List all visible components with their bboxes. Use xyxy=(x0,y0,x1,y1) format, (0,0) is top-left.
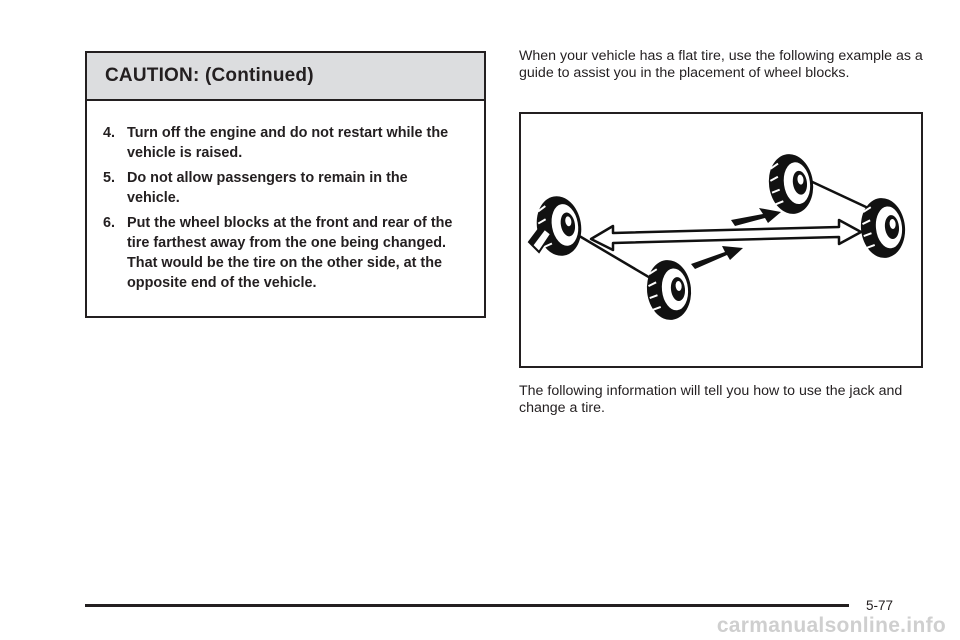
caution-item xyxy=(103,168,463,208)
direction-arrow-solid xyxy=(731,208,781,226)
caution-item-number: 4. xyxy=(103,125,116,141)
caution-item xyxy=(103,213,463,293)
caution-item-text: Turn off the engine and do not restart while the vehicle is raised. xyxy=(127,125,449,161)
caution-header xyxy=(87,53,484,101)
caution-title: CAUTION: (Continued) xyxy=(105,65,314,86)
caution-list xyxy=(103,123,463,298)
page-number: 5-77 xyxy=(866,598,894,613)
tire xyxy=(644,258,694,322)
wheel-blocks-illustration xyxy=(519,112,923,368)
intro-paragraph: When your vehicle has a flat tire, use the following example as a guide to assist you in the placement of wheel blocks. xyxy=(519,48,923,81)
caution-item xyxy=(103,123,463,163)
caution-box xyxy=(85,51,486,318)
wheel-blocks-diagram xyxy=(521,114,921,366)
caution-item-number: 6. xyxy=(103,215,116,231)
caution-item-text: Put the wheel blocks at the front and rear of the tire farthest away from the one being changed. That would be the tire on the other side, at the opposite end of the vehicle. xyxy=(127,215,453,291)
footer-rule xyxy=(85,604,849,607)
watermark: carmanualsonline.info xyxy=(716,614,946,637)
caution-item-text: Do not allow passengers to remain in the vehicle. xyxy=(127,170,408,206)
caution-item-number: 5. xyxy=(103,170,116,186)
tire xyxy=(765,151,817,217)
direction-arrow-solid xyxy=(691,246,743,269)
outro-paragraph: The following information will tell you how to use the jack and change a tire. xyxy=(519,383,903,416)
direction-arrow xyxy=(591,220,861,250)
